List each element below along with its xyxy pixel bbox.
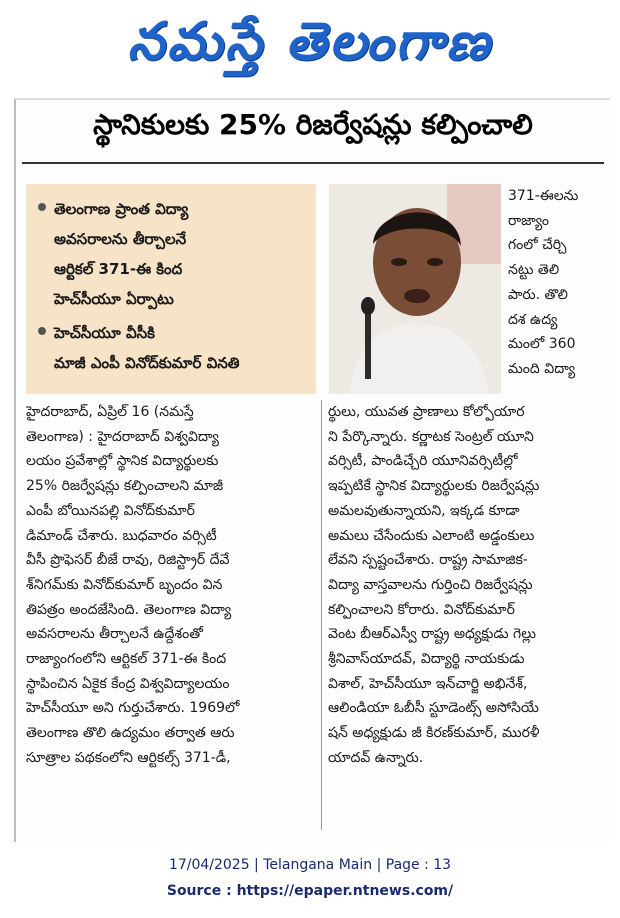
column-divider: [321, 400, 322, 830]
text-line: అమలు చేసేందుకు ఎలాంటి అడ్డంకులు: [328, 527, 535, 544]
edition-info: 17/04/2025 | Telangana Main | Page : 13: [168, 857, 452, 873]
text-line: రాజ్యాం: [508, 212, 549, 229]
text-line: సూత్రాల పథకంలోని ఆర్టికల్స్ 371-డీ,: [26, 749, 231, 766]
text-line: ఆలిండియా ఓబీసీ స్టూడెంట్స్ అసోసియే: [328, 700, 539, 717]
bullet-icon: [38, 327, 46, 335]
text-line: విద్యా వాస్తవాలను గుర్తించి రిజర్వేషన్లు: [328, 576, 533, 593]
portrait-photo: [329, 184, 501, 394]
highlight-line: మాజీ ఎంపీ వినోద్‌కుమార్ వినతి: [54, 354, 240, 372]
text-line: వీసీ ప్రొఫెసర్ బీజే రావు, రిజిస్ట్రార్ దేవే: [26, 552, 230, 569]
text-line: తెలంగాణ తొలి ఉద్యమం తర్వాత ఆరు: [26, 725, 235, 742]
text-line: ని పేర్కొన్నారు. కర్ణాటక సెంట్రల్ యూని: [328, 428, 534, 445]
text-line: వెంట బీఆర్‌ఎస్వీ రాష్ట్ర అధ్యక్షుడు గెల్లు: [328, 626, 536, 643]
text-line: నట్టు తెలి: [508, 262, 560, 279]
text-line: ఇప్పటికే స్థానిక విద్యార్థులకు రిజర్వేషన్లు: [328, 478, 540, 495]
article-column-narrow: [508, 184, 604, 382]
text-line: ర్థులు, యువత ప్రాణాలు కోల్పోయార: [328, 404, 525, 420]
text-line: డిమాండ్ చేశారు. బుధవారం వర్సిటీ: [26, 527, 217, 544]
article-column-left: [26, 400, 318, 771]
masthead-logo: నమస్తే తెలంగాణ: [127, 11, 493, 72]
text-line: శ్రీనివాస్‌యాదవ్, విద్యార్థి నాయకుడు: [328, 651, 525, 668]
article-headline: స్థానికులకు 25% రిజర్వేషన్లు కల్పించాలి: [93, 108, 533, 141]
text-line: కల్పించాలని కోరారు. వినోద్‌కుమార్: [328, 601, 515, 618]
text-line: లేవని స్పష్టంచేశారు. రాష్ట్ర సామాజిక-: [328, 552, 528, 569]
text-line: మంలో 360: [508, 336, 576, 353]
highlight-item: [34, 318, 308, 378]
text-line: పారు. తొలి: [508, 286, 568, 303]
text-line: 371-ఈలను: [508, 188, 579, 204]
highlights-box: [26, 184, 316, 394]
text-line: తెలంగాణ) : హైదరాబాద్ విశ్వవిద్యా: [26, 428, 219, 445]
text-line: ఎంపీ బోయినపల్లి వినోద్‌కుమార్: [26, 502, 195, 519]
text-line: షన్ అధ్యక్షుడు జీ కిరణ్‌కుమార్, మురళీ: [328, 725, 540, 742]
highlight-line: ఆర్టికల్ 371-ఈ కింద: [54, 260, 183, 278]
highlight-line: తెలంగాణ ప్రాంత విద్యా: [54, 200, 189, 218]
text-line: గంలో చేర్చి: [508, 237, 567, 254]
text-line: అవసరాలను తీర్చాలనే ఉద్దేశంతో: [26, 626, 203, 643]
text-line: రాజ్యాంగంలోని ఆర్టికల్ 371-ఈ కింద: [26, 651, 227, 668]
text-line: హెచ్‌సీయూ అని గుర్తుచేశారు. 1969లో: [26, 700, 240, 717]
highlight-line: హెచ్‌సీయూ ఏర్పాటు: [54, 290, 174, 308]
text-line: శ్‌నిగమ్‌కు వినోద్‌కుమార్ బృందం విన: [26, 576, 223, 593]
text-line: మంది విద్యా: [508, 360, 576, 377]
text-line: వర్సిటీ, పాండిచ్చేరి యూనివర్సిటీల్లో: [328, 453, 518, 470]
text-line: హైదరాబాద్, ఏప్రిల్ 16 (నమస్తే: [26, 404, 194, 420]
text-line: అమలవుతున్నాయని, ఇక్కడ కూడా: [328, 502, 520, 519]
text-line: యాదవ్ ఉన్నారు.: [328, 749, 424, 766]
text-line: 25% రిజర్వేషన్లు కల్పించాలని మాజీ: [26, 478, 224, 495]
text-line: విశాల్, హెచ్‌సీయూ ఇన్‌చార్జి అభినేశ్,: [328, 675, 528, 692]
article-clipping: [14, 98, 610, 842]
highlight-line: అవసరాలను తీర్చాలనే: [54, 230, 187, 248]
text-line: దశ ఉద్య: [508, 311, 558, 328]
text-line: స్థాపించిన ఏకైక కేంద్ర విశ్వవిద్యాలయం: [26, 675, 230, 692]
bullet-icon: [38, 203, 46, 211]
headline-rule: [22, 162, 604, 164]
article-column-right: [328, 400, 604, 771]
text-line: తిపత్రం అందజేసింది. తెలంగాణ విద్యా: [26, 601, 232, 618]
text-line: లయం ప్రవేశాల్లో స్థానిక విద్యార్థులకు: [26, 453, 219, 470]
portrait-illustration: [329, 184, 501, 394]
page-footer: [0, 852, 620, 904]
source-link[interactable]: Source : https://epaper.ntnews.com/: [166, 883, 454, 899]
masthead: [0, 0, 620, 96]
highlight-line: హెచ్‌సీయూ వీసీకి: [54, 324, 155, 342]
highlight-item: [34, 194, 308, 314]
